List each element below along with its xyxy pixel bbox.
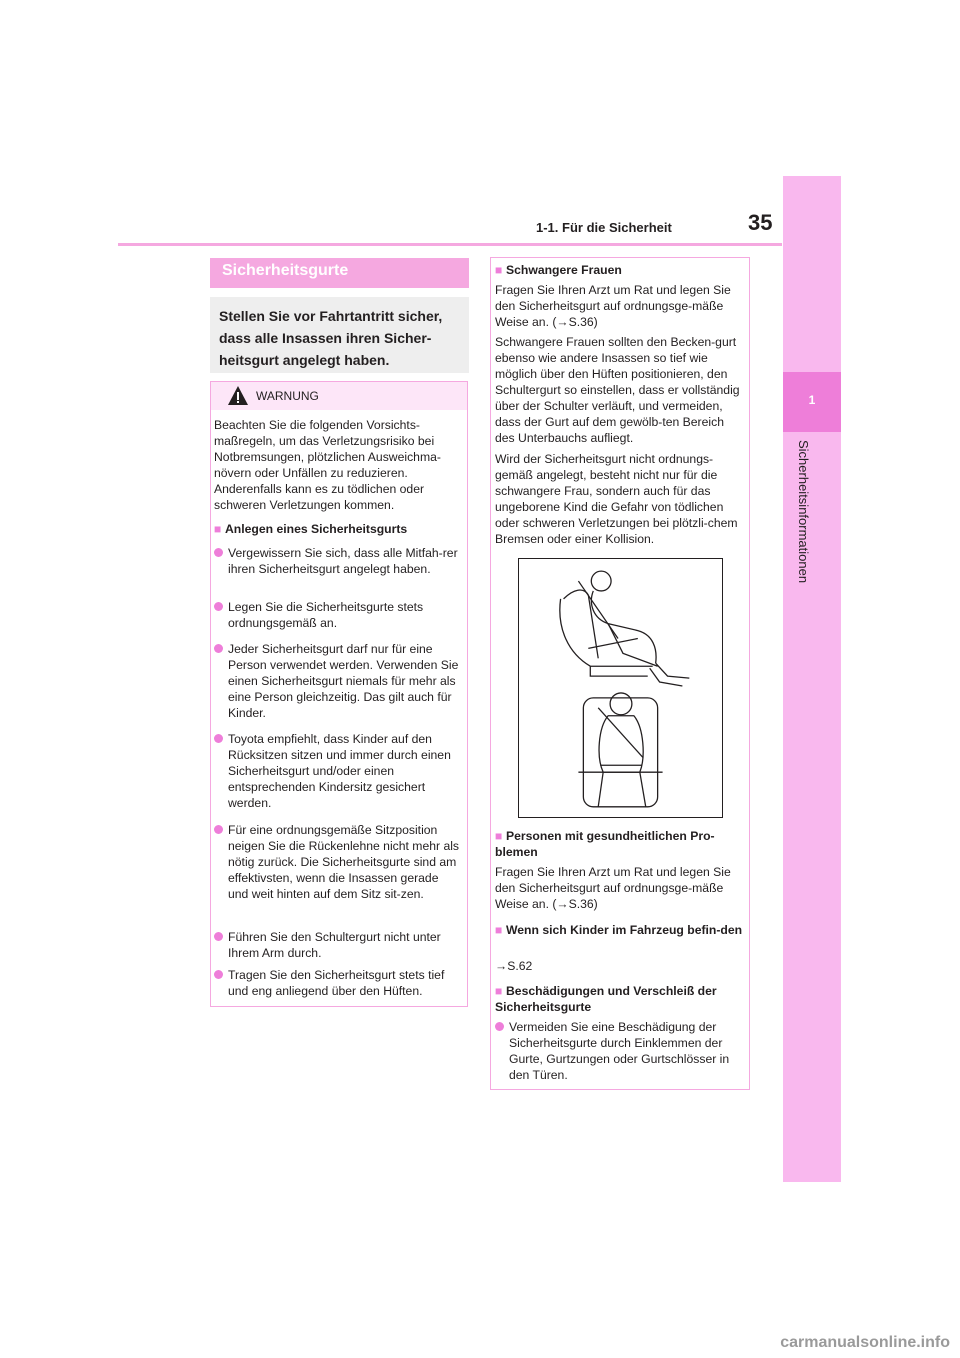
- list-item: [214, 929, 462, 961]
- list-item-text: Jeder Sicherheitsgurt darf nur für eine Person verwendet werden. Verwenden Sie einen Sicherheitsgurt niemals für mehr als eine Person gleichzeitig. Das gilt auch für Kinder.: [228, 642, 459, 720]
- square-marker-icon: ■: [495, 923, 503, 937]
- watermark: carmanualsonline.info: [780, 1334, 950, 1351]
- warning-title: WARNUNG: [256, 389, 319, 403]
- square-marker-icon: ■: [214, 522, 222, 536]
- warning-icon: [227, 385, 249, 407]
- children-reference: →S.62: [495, 959, 533, 973]
- intro-text: Stellen Sie vor Fahrtantritt sicher, dass alle Insassen ihren Sicher-heitsgurt angelegt haben.: [219, 308, 443, 368]
- list-item: [214, 967, 462, 999]
- pregnant-paragraph-2: Schwangere Frauen sollten den Becken-gurt ebenso wie andere Insassen so tief wie möglich über den Hüften positionieren, den Schultergurt so einstellen, dass er vollständig über der Schulter verläuft, und vermeiden, dass der Gurt auf dem gewölb-ten Bereich des Unterbauchs aufliegt.: [495, 335, 740, 445]
- warning-subheading-text: Anlegen eines Sicherheitsgurts: [225, 522, 408, 536]
- warning-subheading: [214, 521, 462, 537]
- warning-text: Beachten Sie die folgenden Vorsichts-maßregeln, um das Verletzungsrisiko bei Notbremsungen, plötzlichen Ausweichma-növern oder Unfällen zu reduzieren. Anderenfalls kann es zu tödlichen oder schweren Verletzungen kommen.: [214, 418, 441, 512]
- list-item-text: Legen Sie die Sicherheitsgurte stets ordnungsgemäß an.: [228, 600, 424, 630]
- children-heading-text: Wenn sich Kinder im Fahrzeug befin-den: [506, 923, 743, 937]
- pregnant-heading-text: Schwangere Frauen: [506, 263, 622, 277]
- pregnant-paragraph-3: Wird der Sicherheitsgurt nicht ordnungs-gemäß angelegt, besteht nicht nur für die schwangere Frau, sondern auch für das ungeborene Kind die Gefahr von tödlichen oder schweren Verletzungen bei plötzli-chem Bremsen oder einer Kollision.: [495, 452, 738, 546]
- page-number: 35: [748, 210, 773, 235]
- chapter-label: Sicherheitsinformationen: [796, 440, 811, 584]
- chapter-number: 1: [808, 393, 816, 407]
- header-rule: [118, 243, 782, 246]
- square-marker-icon: ■: [495, 829, 503, 843]
- bullet-icon: [214, 548, 223, 557]
- health-paragraph: Fragen Sie Ihren Arzt um Rat und legen Sie den Sicherheitsgurt auf ordnungsge-mäße Weise an. (→S.36): [495, 865, 731, 911]
- health-heading: [495, 828, 745, 860]
- list-item: [214, 731, 462, 811]
- list-item: [214, 822, 462, 902]
- list-item: [214, 545, 462, 577]
- square-marker-icon: ■: [495, 984, 503, 998]
- square-marker-icon: ■: [495, 263, 503, 277]
- list-item: [214, 599, 462, 631]
- section-heading: 1-1. Für die Sicherheit: [536, 220, 672, 235]
- health-heading-text: Personen mit gesundheitlichen Pro-blemen: [495, 829, 715, 859]
- side-tab: [783, 176, 841, 1182]
- bullet-icon: [214, 734, 223, 743]
- list-item: [495, 1019, 745, 1083]
- list-item-text: Tragen Sie den Sicherheitsgurt stets tief und eng anliegend über den Hüften.: [228, 968, 445, 998]
- list-item-text: Führen Sie den Schultergurt nicht unter Ihrem Arm durch.: [228, 930, 441, 960]
- bullet-icon: [214, 602, 223, 611]
- damage-heading: [495, 983, 745, 1015]
- seatbelt-illustration: [518, 558, 723, 818]
- list-item: [214, 641, 462, 721]
- warning-header: [211, 382, 467, 410]
- pregnant-paragraph-1: Fragen Sie Ihren Arzt um Rat und legen Sie den Sicherheitsgurt auf ordnungsge-mäße Weise an. (→S.36): [495, 283, 731, 329]
- list-item-text: Für eine ordnungsgemäße Sitzposition neigen Sie die Rückenlehne nicht mehr als nötig zurück. Die Sicherheitsgurte sind am effektivsten, wenn die Insassen gerade und weit hinten auf dem Sitz sit-zen.: [228, 823, 460, 901]
- bullet-icon: [495, 1022, 504, 1031]
- pregnant-heading: [495, 262, 745, 278]
- list-item-text: Vermeiden Sie eine Beschädigung der Sicherheitsgurte durch Einklemmen der Gurte, Gurtzungen oder Gurtschlösser in den Türen.: [509, 1020, 730, 1082]
- damage-heading-text: Beschädigungen und Verschleiß der Sicherheitsgurte: [495, 984, 717, 1014]
- list-item-text: Toyota empfiehlt, dass Kinder auf den Rücksitzen sitzen und immer durch einen Sicherheitsgurt und/oder einen entsprechenden Kindersitz gesichert werden.: [228, 732, 451, 810]
- children-heading: [495, 922, 745, 938]
- page-title: Sicherheitsgurte: [222, 262, 349, 279]
- bullet-icon: [214, 825, 223, 834]
- bullet-icon: [214, 644, 223, 653]
- list-item-text: Vergewissern Sie sich, dass alle Mitfah-rer ihren Sicherheitsgurt angelegt haben.: [228, 546, 458, 576]
- bullet-icon: [214, 932, 223, 941]
- bullet-icon: [214, 970, 223, 979]
